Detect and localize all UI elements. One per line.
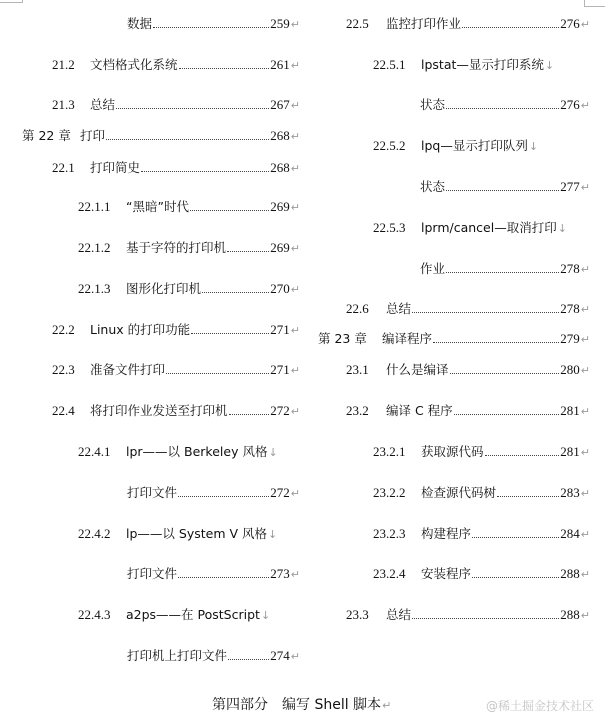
dot-leader	[166, 373, 269, 374]
paragraph-mark-icon: ↵	[580, 99, 590, 112]
toc-entry-number: 22.1.1	[78, 199, 111, 214]
toc-entry-page: 278	[560, 301, 580, 316]
dot-leader	[229, 414, 270, 415]
paragraph-mark-icon: ↵	[580, 528, 590, 541]
dot-leader	[412, 312, 559, 313]
paragraph-mark-icon: ↵	[290, 650, 300, 663]
toc-entry-number: 23.2.3	[373, 526, 406, 541]
toc-entry-title: 安装程序	[421, 566, 472, 581]
toc-entry-page: 277	[560, 179, 580, 194]
line-break-mark-icon: ↓	[528, 140, 539, 153]
paragraph-mark-icon: ↵	[580, 18, 590, 31]
part-heading	[212, 694, 391, 714]
line-break-mark-icon: ↓	[268, 528, 278, 541]
paragraph-mark-icon: ↵	[382, 699, 392, 712]
toc-entry-page: 276	[560, 16, 580, 31]
toc-entry-number: 第 23 章	[318, 331, 367, 346]
toc-entry-number: 22.4	[52, 403, 75, 418]
toc-entry-number: 22.5.1	[373, 57, 406, 72]
dot-leader	[412, 618, 559, 619]
dot-leader	[141, 171, 269, 172]
toc-entry-title: 打印简史	[90, 160, 141, 175]
toc-entry-number: 22.4.3	[78, 607, 111, 622]
toc-entry-title: 图形化打印机	[126, 281, 202, 296]
dot-leader	[179, 68, 270, 69]
toc-entry-number: 22.2	[52, 322, 75, 337]
toc-entry-page: 273	[270, 566, 290, 581]
toc-entry-page: 274	[270, 648, 290, 663]
toc-entry-title: a2ps——在 PostScript	[126, 607, 260, 622]
toc-entry-page: 271	[270, 322, 290, 337]
paragraph-mark-icon: ↵	[580, 568, 590, 581]
toc-entry-title: 获取源代码	[421, 444, 484, 459]
toc-entry-title: 总结	[90, 97, 116, 112]
paragraph-mark-icon: ↵	[290, 242, 300, 255]
paragraph-mark-icon: ↵	[290, 201, 300, 214]
toc-entry-number: 22.4.2	[78, 526, 111, 541]
crop-mark-top-left	[0, 0, 23, 3]
toc-entry-number: 22.1.2	[78, 240, 111, 255]
toc-entry[interactable]	[78, 526, 277, 543]
paragraph-mark-icon: ↵	[580, 609, 590, 622]
dot-leader	[116, 108, 269, 109]
toc-entry-number: 22.1.3	[78, 281, 111, 296]
dot-leader	[446, 272, 559, 273]
part-heading-text: 第四部分 编写 Shell 脚本	[212, 697, 382, 713]
toc-entry-number: 23.2.4	[373, 566, 406, 581]
toc-entry-page: 280	[560, 362, 580, 377]
toc-entry-page: 278	[560, 261, 580, 276]
toc-entry-title: 检查源代码树	[421, 485, 497, 500]
toc-entry-number: 22.5	[346, 16, 369, 31]
toc-entry[interactable]	[78, 281, 300, 298]
toc-entry-title: 文档格式化系统	[90, 57, 178, 72]
toc-entry-title: 状态	[420, 97, 446, 112]
toc-entry-page: 272	[270, 485, 290, 500]
dot-leader	[450, 373, 560, 374]
toc-entry-title: lpr——以 Berkeley 风格	[126, 444, 268, 459]
toc-entry-number: 23.2.1	[373, 444, 406, 459]
toc-entry[interactable]	[78, 444, 278, 461]
toc-entry-page: 269	[270, 199, 290, 214]
paragraph-mark-icon: ↵	[290, 130, 300, 143]
toc-entry[interactable]	[420, 179, 590, 196]
toc-entry[interactable]	[346, 403, 590, 420]
toc-entry[interactable]	[346, 301, 590, 318]
toc-entry-number: 23.2	[346, 403, 369, 418]
paragraph-mark-icon: ↵	[580, 263, 590, 276]
toc-entry-number: 22.3	[52, 362, 75, 377]
toc-entry-page: 261	[270, 57, 290, 72]
toc-entry-number: 23.3	[346, 607, 369, 622]
toc-entry[interactable]	[52, 160, 300, 177]
paragraph-mark-icon: ↵	[580, 303, 590, 316]
paragraph-mark-icon: ↵	[290, 99, 300, 112]
paragraph-mark-icon: ↵	[580, 181, 590, 194]
toc-entry-title: 基于字符的打印机	[126, 240, 227, 255]
toc-entry-page: 281	[560, 403, 580, 418]
toc-entry-title: 编译程序	[382, 331, 433, 346]
toc-entry-title: 打印文件	[127, 566, 178, 581]
toc-entry-page: 267	[270, 97, 290, 112]
toc-entry-page: 268	[270, 128, 290, 143]
line-break-mark-icon: ↓	[260, 609, 271, 622]
dot-leader	[472, 537, 559, 538]
toc-entry-title: lprm/cancel—取消打印	[421, 220, 557, 235]
toc-entry-title: 作业	[420, 261, 446, 276]
toc-entry-page: 269	[270, 240, 290, 255]
toc-entry-title: Linux 的打印功能	[90, 322, 191, 337]
dot-leader	[106, 139, 269, 140]
paragraph-mark-icon: ↵	[580, 446, 590, 459]
dot-leader	[178, 496, 269, 497]
toc-entry-title: 什么是编译	[386, 362, 449, 377]
toc-entry-title: lpstat—显示打印系统	[421, 57, 544, 72]
toc-entry-title: 总结	[386, 301, 412, 316]
paragraph-mark-icon: ↵	[290, 487, 300, 500]
toc-entry-page: 284	[560, 526, 580, 541]
toc-entry[interactable]	[78, 607, 270, 624]
toc-entry[interactable]	[318, 331, 590, 348]
toc-entry[interactable]	[22, 128, 300, 145]
dot-leader	[191, 333, 269, 334]
toc-entry-title: 总结	[386, 607, 412, 622]
line-break-mark-icon: ↓	[268, 446, 278, 459]
paragraph-mark-icon: ↵	[290, 324, 300, 337]
paragraph-mark-icon: ↵	[290, 18, 300, 31]
toc-entry-page: 288	[560, 607, 580, 622]
toc-entry[interactable]	[346, 16, 590, 33]
toc-entry-number: 第 22 章	[22, 128, 71, 143]
toc-entry-title: 打印	[80, 128, 106, 143]
crop-mark-top-right	[584, 0, 605, 7]
toc-entry-title: 构建程序	[421, 526, 472, 541]
paragraph-mark-icon: ↵	[580, 405, 590, 418]
toc-entry-title: 监控打印作业	[386, 16, 462, 31]
toc-entry-title: 将打印作业发送至打印机	[90, 403, 228, 418]
paragraph-mark-icon: ↵	[290, 283, 300, 296]
toc-entry-page: 268	[270, 160, 290, 175]
toc-entry-page: 272	[270, 403, 290, 418]
dot-leader	[446, 190, 559, 191]
toc-entry-page: 281	[560, 444, 580, 459]
toc-entry[interactable]	[52, 322, 300, 339]
dot-leader	[454, 414, 560, 415]
paragraph-mark-icon: ↵	[580, 487, 590, 500]
line-break-mark-icon: ↓	[557, 222, 567, 235]
toc-entry-page: 271	[270, 362, 290, 377]
toc-entry-page: 279	[560, 331, 580, 346]
toc-entry-title: 打印机上打印文件	[127, 648, 228, 663]
toc-entry-number: 22.5.3	[373, 220, 406, 235]
paragraph-mark-icon: ↵	[290, 364, 300, 377]
paragraph-mark-icon: ↵	[290, 405, 300, 418]
toc-entry[interactable]	[373, 57, 554, 74]
paragraph-mark-icon: ↵	[290, 59, 300, 72]
toc-entry[interactable]	[52, 57, 300, 74]
toc-entry-title: 编译 C 程序	[386, 403, 453, 418]
toc-entry[interactable]	[373, 485, 590, 502]
dot-leader	[462, 27, 559, 28]
toc-entry-title: 数据	[127, 16, 153, 31]
toc-entry[interactable]	[373, 138, 538, 155]
dot-leader	[472, 577, 559, 578]
dot-leader	[227, 251, 269, 252]
toc-entry[interactable]	[52, 97, 300, 114]
toc-entry[interactable]	[127, 16, 300, 33]
toc-entry[interactable]	[78, 199, 300, 216]
toc-entry[interactable]	[346, 607, 590, 624]
toc-entry[interactable]	[52, 362, 300, 379]
toc-entry-number: 22.6	[346, 301, 369, 316]
toc-entry-number: 22.4.1	[78, 444, 111, 459]
dot-leader	[178, 577, 269, 578]
dot-leader	[433, 342, 559, 343]
toc-entry-number: 21.3	[52, 97, 75, 112]
toc-entry[interactable]	[127, 566, 300, 583]
watermark: @稀土掘金技术社区	[486, 699, 595, 713]
dot-leader	[497, 496, 559, 497]
line-break-mark-icon: ↓	[544, 59, 555, 72]
toc-entry-number: 22.5.2	[373, 138, 406, 153]
toc-entry-title: 准备文件打印	[90, 362, 166, 377]
toc-entry-page: 288	[560, 566, 580, 581]
toc-entry[interactable]	[127, 485, 300, 502]
toc-entry-page: 270	[270, 281, 290, 296]
toc-entry[interactable]	[127, 648, 300, 665]
toc-entry-page: 283	[560, 485, 580, 500]
paragraph-mark-icon: ↵	[290, 162, 300, 175]
toc-entry-number: 21.2	[52, 57, 75, 72]
toc-entry[interactable]	[420, 97, 590, 114]
toc-entry-title: 打印文件	[127, 485, 178, 500]
toc-entry[interactable]	[52, 403, 300, 420]
toc-entry[interactable]	[373, 220, 567, 237]
toc-entry-page: 259	[270, 16, 290, 31]
toc-entry-title: 状态	[420, 179, 446, 194]
toc-entry-page: 276	[560, 97, 580, 112]
toc-entry-number: 23.2.2	[373, 485, 406, 500]
paragraph-mark-icon: ↵	[290, 568, 300, 581]
toc-entry-title: lp——以 System V 风格	[126, 526, 267, 541]
toc-entry[interactable]	[78, 240, 300, 257]
toc-entry-number: 22.1	[52, 160, 75, 175]
paragraph-mark-icon: ↵	[580, 364, 590, 377]
toc-entry[interactable]	[373, 566, 590, 583]
dot-leader	[228, 659, 269, 660]
toc-entry[interactable]	[346, 362, 590, 379]
toc-entry[interactable]	[373, 444, 590, 461]
toc-entry[interactable]	[420, 261, 590, 278]
dot-leader	[190, 210, 269, 211]
dot-leader	[446, 108, 559, 109]
dot-leader	[153, 27, 269, 28]
toc-entry-title: lpq—显示打印队列	[421, 138, 528, 153]
paragraph-mark-icon: ↵	[580, 333, 590, 346]
toc-entry-title: “黑暗”时代	[126, 199, 189, 214]
toc-entry[interactable]	[373, 526, 590, 543]
dot-leader	[202, 292, 269, 293]
toc-entry-number: 23.1	[346, 362, 369, 377]
dot-leader	[485, 455, 560, 456]
